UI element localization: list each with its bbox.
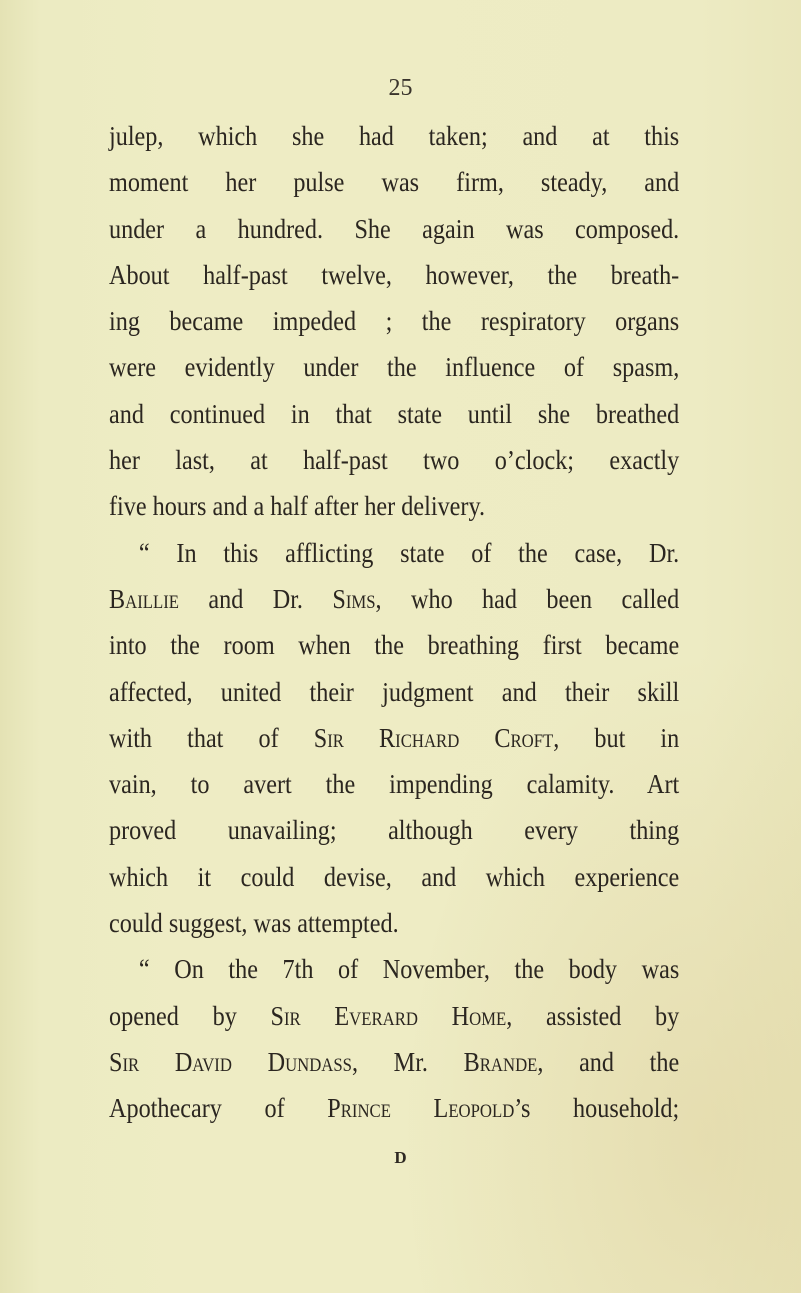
text-line-paragraph-start xyxy=(109,530,679,576)
text-line: which it could devise, and which experience xyxy=(109,860,680,892)
person-name-baillie: Baillie xyxy=(109,582,180,614)
text-line: and continued in that state until she breathed xyxy=(109,397,680,429)
text-line: About half-past twelve, however, the breath- xyxy=(109,258,680,290)
text-run: opened by xyxy=(109,999,271,1031)
person-name-leopold: Prince Leopold xyxy=(327,1092,515,1124)
page-number: 25 xyxy=(388,75,413,101)
text-line: julep, which she had taken; and at this xyxy=(109,120,680,151)
text-line: affected, united their judgment and their skill xyxy=(109,675,680,707)
signature-mark: D xyxy=(394,1148,407,1167)
text-run: ’s household; xyxy=(514,1092,680,1124)
text-run: , assisted by xyxy=(506,999,680,1031)
person-name-croft: Sir Richard Croft xyxy=(313,721,554,753)
text-line: ing became impeded ; the respiratory organs xyxy=(109,305,680,337)
text-line: were evidently under the influence of spasm, xyxy=(109,351,680,383)
text-line xyxy=(109,1085,679,1131)
text-run: , Mr. xyxy=(351,1045,464,1077)
text-line: her last, at half-past two o’clock; exactly xyxy=(109,444,680,476)
text-line: proved unavailing; although every thing xyxy=(109,814,680,846)
text-run: “ On the 7th of November, the body was xyxy=(138,953,680,985)
text-run: with that of xyxy=(109,721,314,753)
text-run: , who had been called xyxy=(375,582,680,614)
text-run: “ In this afflicting state of the case, Dr. xyxy=(138,536,680,568)
text-line-paragraph-start xyxy=(109,946,679,992)
text-line xyxy=(109,715,679,761)
text-run: and Dr. xyxy=(179,582,333,614)
person-name-dundass: Sir David Dundass xyxy=(109,1045,352,1077)
person-name-sims: Sims xyxy=(332,582,376,614)
text-run: Apothecary of xyxy=(109,1092,328,1124)
text-line xyxy=(109,993,679,1039)
text-line-paragraph-end: five hours and a half after her delivery. xyxy=(109,490,486,522)
text-run: , but in xyxy=(553,721,680,753)
text-line: under a hundred. She again was composed. xyxy=(109,212,680,244)
text-run: , and the xyxy=(537,1045,680,1077)
text-line xyxy=(109,576,679,622)
person-name-brande: Brande xyxy=(463,1045,538,1077)
text-line: vain, to avert the impending calamity. Art xyxy=(109,768,680,800)
text-line xyxy=(109,1039,679,1085)
text-line: into the room when the breathing first became xyxy=(109,629,680,661)
person-name-home: Sir Everard Home xyxy=(270,999,507,1031)
body-text xyxy=(109,113,679,1132)
text-line-paragraph-end: could suggest, was attempted. xyxy=(109,907,399,939)
text-line: moment her pulse was firm, steady, and xyxy=(109,166,680,198)
